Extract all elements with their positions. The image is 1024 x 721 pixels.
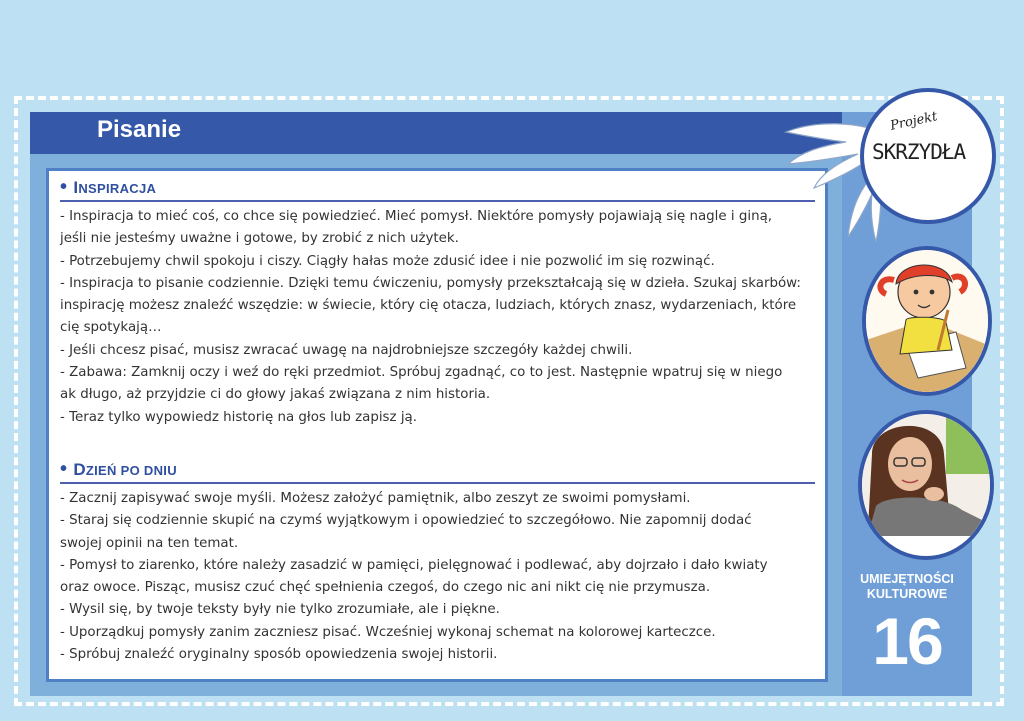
section-title: • DZIEŃ PO DNIU xyxy=(60,458,177,480)
text-line: jeśli nie jesteśmy uważne i gotowe, by zrobić z nich użytek. xyxy=(60,231,459,247)
card-number: 16 xyxy=(872,604,942,678)
text-line: - Zabawa: Zamknij oczy i weź do ręki przedmiot. Spróbuj zgadnąć, co to jest. Następnie wpatruj się w niego xyxy=(60,365,783,381)
text-line: - Inspiracja to pisanie codziennie. Dzięki temu ćwiczeniu, pomysły przekształcają się w dzieła. Szukaj skarbów: xyxy=(60,275,801,291)
woman-thinking-icon xyxy=(862,414,990,556)
text-line: - Potrzebujemy chwil spokoju i ciszy. Ciągły hałas może zdusić idee i nie pozwolić im się rozwinąć. xyxy=(60,253,715,269)
section-dzien-po-dniu xyxy=(60,458,820,666)
section-rule xyxy=(60,200,815,202)
page-title: Pisanie xyxy=(97,116,182,143)
section-rule xyxy=(60,482,815,484)
logo-top-word: Projekt xyxy=(888,109,939,134)
text-line: - Staraj się codziennie skupić na czymś wyjątkowym i opowiedzieć to szczegółowo. Nie zapomnij dodać xyxy=(60,513,752,529)
text-line: ak długo, aż przyjdzie ci do głowy jakaś związana z nim historia. xyxy=(60,387,491,403)
text-line: - Wysil się, by twoje teksty były nie tylko zrozumiałe, ale i piękne. xyxy=(60,602,500,618)
text-line: - Teraz tylko wypowiedz historię na głos lub zapisz ją. xyxy=(60,409,418,425)
skill-category-label: UMIEJĘTNOŚCI KULTUROWE xyxy=(860,572,954,601)
bullet-icon: • xyxy=(60,176,68,198)
girl-illustration xyxy=(862,246,992,396)
section-title: • INSPIRACJA xyxy=(60,176,157,198)
text-line: swojej opinii na ten temat. xyxy=(60,535,239,551)
logo-circle xyxy=(860,88,996,224)
logo-main-word: SKRZYDŁA xyxy=(872,140,966,164)
text-line: - Jeśli chcesz pisać, musisz zwracać uwagę na najdrobniejsze szczegóły każdej chwili. xyxy=(60,342,633,358)
text-line: - Pomysł to ziarenko, które należy zasadzić w pamięci, pielęgnować i podlewać, aby dojrzało i dało kwiaty xyxy=(60,557,768,573)
text-line: inspirację możesz znaleźć wszędzie: w świecie, który cię otacza, ludziach, których znasz, wydarzeniach, które xyxy=(60,298,797,314)
text-line: - Inspiracja to mieć coś, co chce się powiedzieć. Mieć pomysł. Niektóre pomysły pojawiają się nagle i giną, xyxy=(60,209,773,224)
girl-writing-icon xyxy=(866,250,988,392)
woman-photo xyxy=(858,410,994,560)
text-line: - Uporządkuj pomysły zanim zaczniesz pisać. Wcześniej wykonaj schemat na kolorowej karteczce. xyxy=(60,624,716,640)
text-line: - Spróbuj znaleźć oryginalny sposób opowiedzenia swojej historii. xyxy=(60,647,498,663)
bullet-icon: • xyxy=(60,458,68,480)
text-line: - Zacznij zapisywać swoje myśli. Możesz założyć pamiętnik, albo zeszyt ze swoimi pomysłami. xyxy=(60,491,691,506)
section-inspiracja xyxy=(60,176,820,429)
text-line: oraz owoce. Pisząc, musisz czuć chęć spełnienia czegoś, do czego nic ani nikt cię nie przymusza. xyxy=(60,580,711,596)
text-line: cię spotykają… xyxy=(60,320,162,336)
